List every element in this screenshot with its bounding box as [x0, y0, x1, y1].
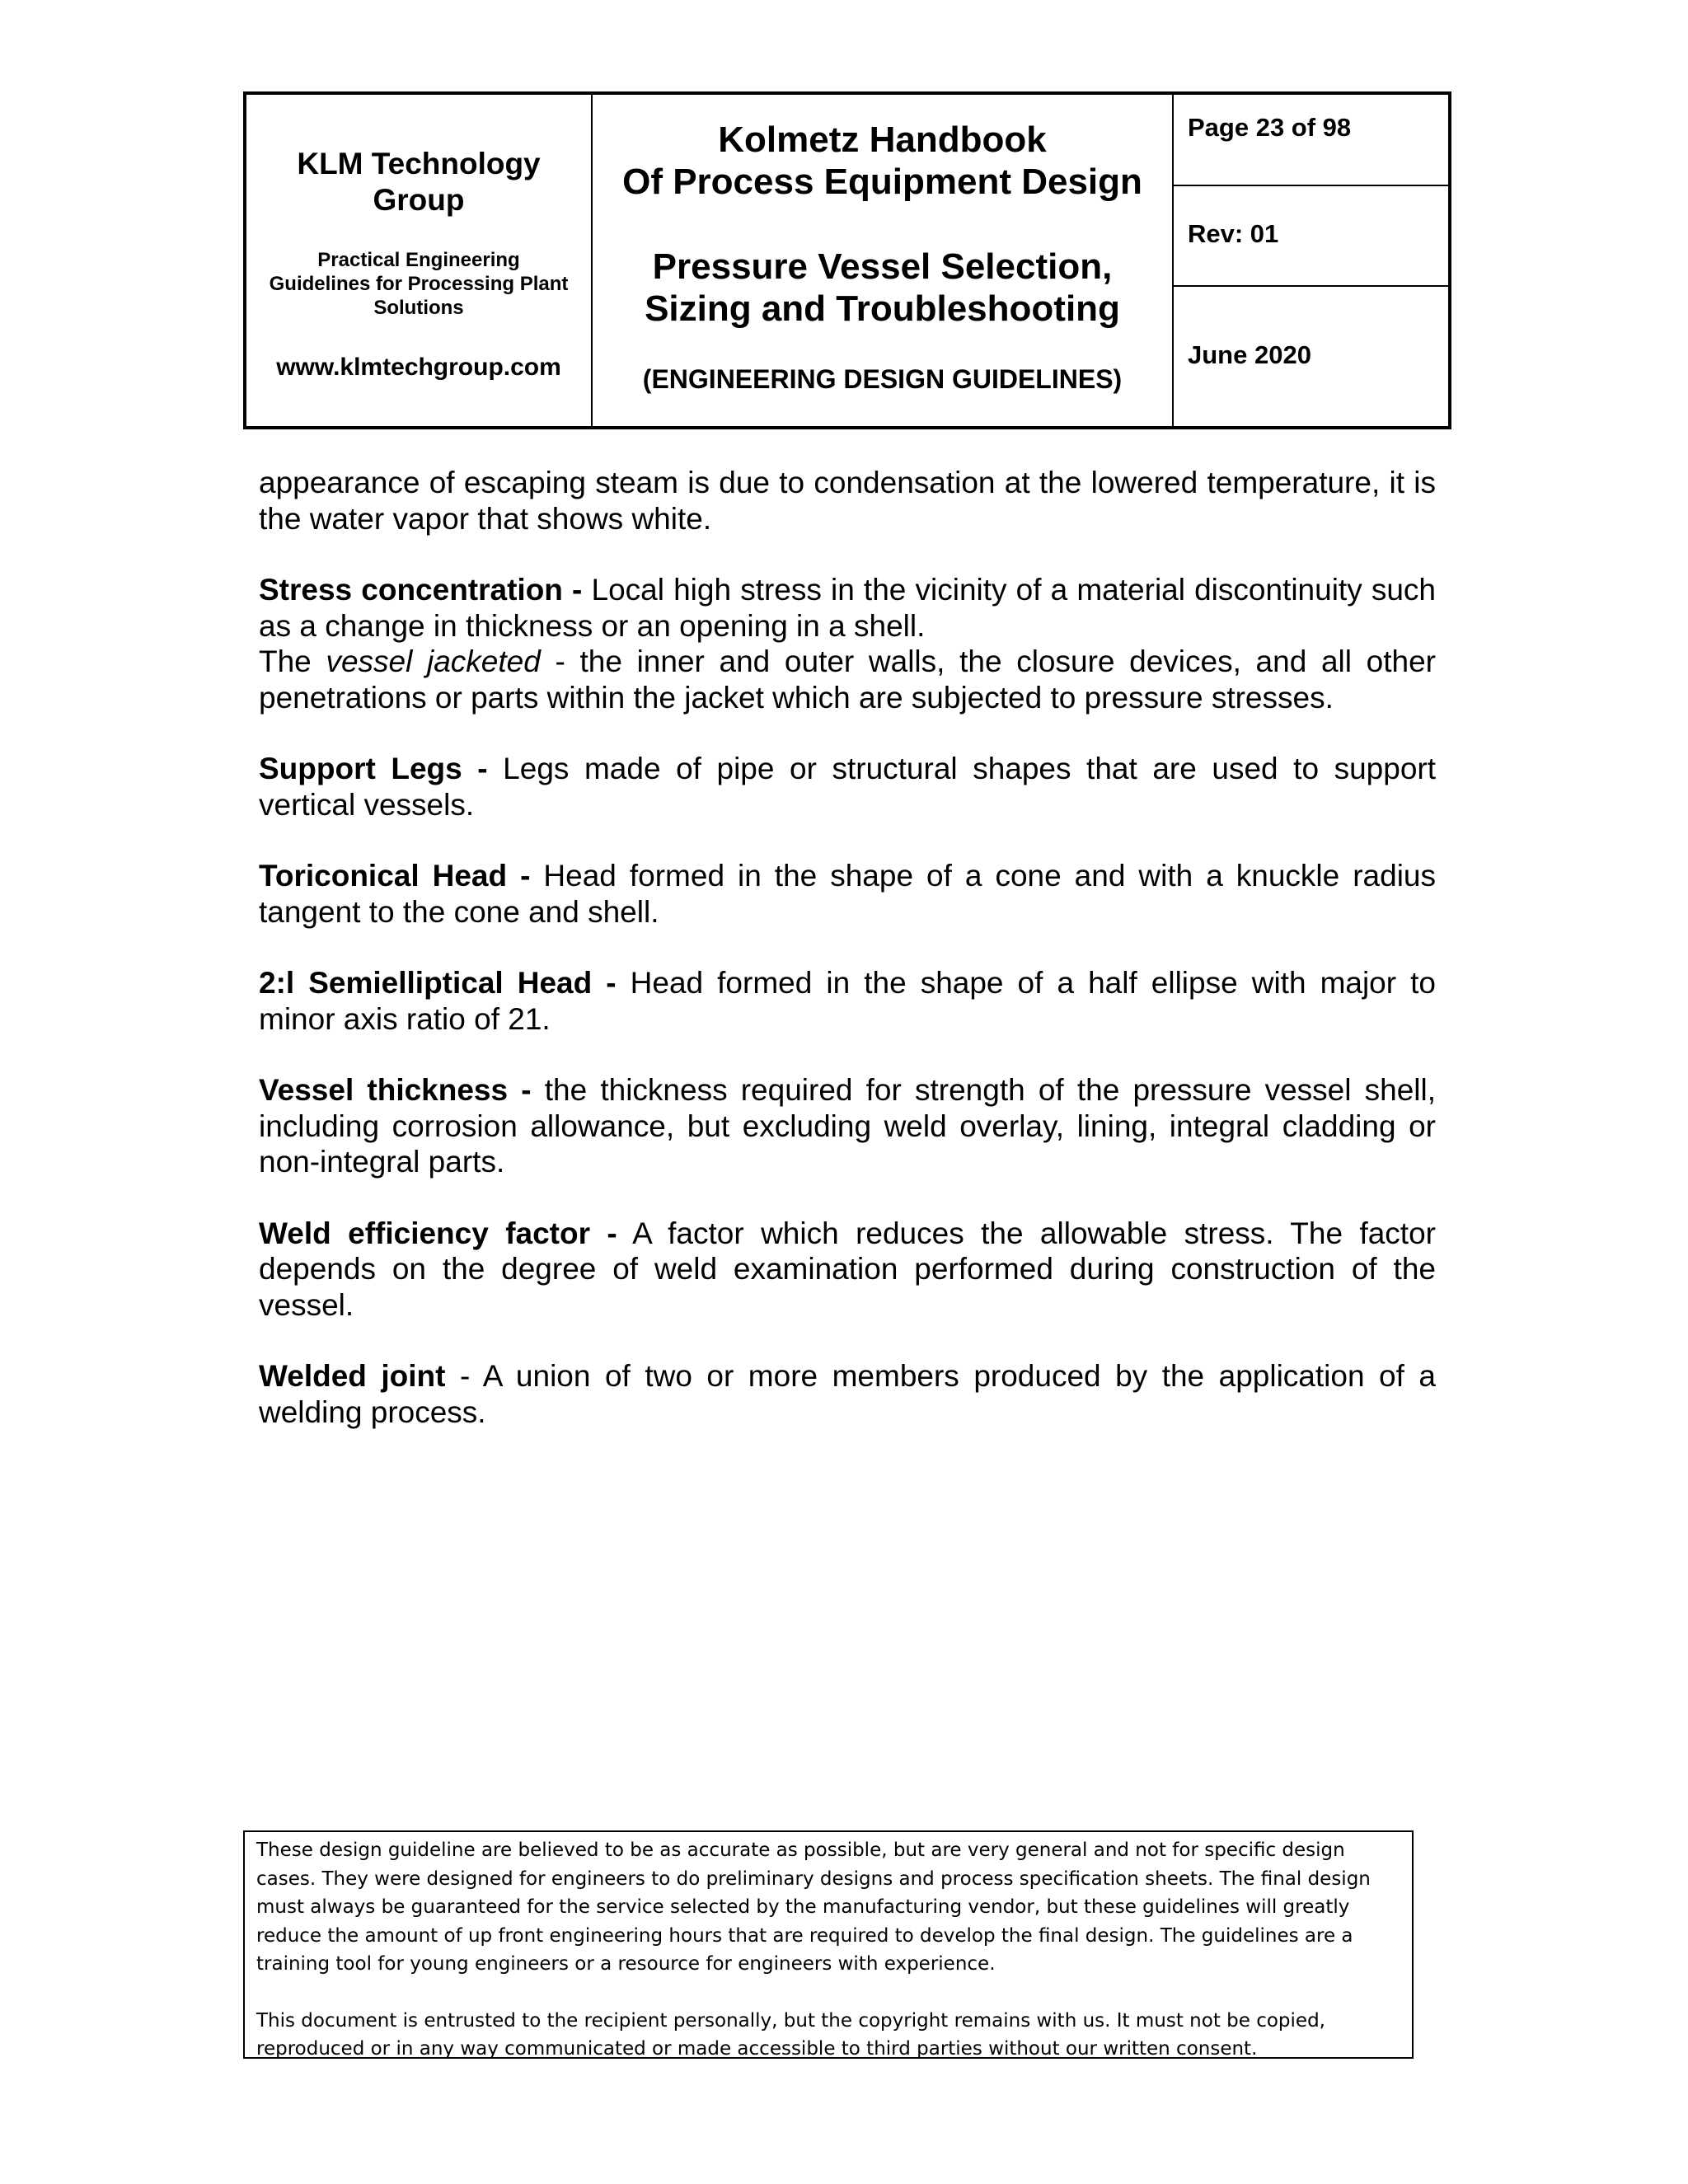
- definition-support-legs: [259, 751, 1436, 823]
- definition-term: 2:l Semielliptical Head -: [259, 966, 617, 1000]
- revision: Rev: 01: [1174, 186, 1448, 287]
- definition-text: - the inner and outer walls, the closure devices, and all other penetrations or parts within the jacket which are subjected to pressure stresses.: [259, 644, 1436, 715]
- page-number: Page 23 of 98: [1174, 95, 1448, 186]
- company-tagline: Practical Engineering Guidelines for Processing Plant Solutions: [269, 249, 569, 319]
- copyright-paragraph: This document is entrusted to the recipient personally, but the copyright remains with us. It must not be copied, reproduced or in any way communicated or made accessible to third parties without our written consent.: [256, 2009, 1325, 2060]
- definition-term: Welded joint: [259, 1359, 446, 1393]
- header-meta-cell: [1174, 95, 1448, 426]
- company-name: KLM Technology Group: [297, 147, 541, 217]
- definition-text: Legs made of pipe or structural shapes that are used to support vertical vessels.: [259, 752, 1436, 822]
- intro-paragraph: appearance of escaping steam is due to condensation at the lowered temperature, it is the water vapor that shows white.: [259, 466, 1436, 536]
- document-body: [259, 465, 1436, 1430]
- document-header: [243, 91, 1451, 429]
- definition-term: Vessel thickness -: [259, 1073, 532, 1107]
- definition-text: - A union of two or more members produced by the application of a welding process.: [259, 1359, 1436, 1429]
- issue-date: June 2020: [1188, 340, 1311, 369]
- footer-disclaimer: [243, 1830, 1414, 2059]
- definition-term: Stress concentration -: [259, 573, 583, 607]
- company-website: www.klmtechgroup.com: [276, 354, 561, 381]
- definition-vessel-thickness: [259, 1072, 1436, 1180]
- definition-welded-joint: [259, 1358, 1436, 1430]
- header-company-cell: [246, 95, 593, 426]
- definition-term: vessel jacketed: [326, 644, 541, 678]
- definition-text: Head formed in the shape of a half ellipse with major to minor axis ratio of 21.: [259, 966, 1436, 1036]
- header-title-cell: [593, 95, 1174, 426]
- definition-text: Local high stress in the vicinity of a material discontinuity such as a change in thickness or an opening in a shell.: [259, 573, 1436, 643]
- definition-stress-concentration: [259, 572, 1436, 644]
- definition-term: Support Legs -: [259, 752, 488, 785]
- document-type: (ENGINEERING DESIGN GUIDELINES): [642, 364, 1123, 394]
- definition-text: Head formed in the shape of a cone and with a knuckle radius tangent to the cone and shell.: [259, 859, 1436, 929]
- definition-term: Toriconical Head -: [259, 859, 531, 893]
- definition-text: A factor which reduces the allowable stress. The factor depends on the degree of weld examination performed during construction of the vessel.: [259, 1216, 1436, 1322]
- disclaimer-paragraph: These design guideline are believed to be as accurate as possible, but are very general and not for specific design cases. They were designed for engineers to do preliminary designs and process specification sheets. The final design must always be guaranteed for the service selected by the manufacturing vendor, but these guidelines will greatly reduce the amount of up front engineering hours that are required to develop the final design. The guidelines are a training tool for young engineers or a resource for engineers with experience.: [256, 1840, 1371, 1975]
- document-title: Pressure Vessel Selection, Sizing and Troubleshooting: [645, 246, 1120, 329]
- definition-term: Weld efficiency factor -: [259, 1216, 617, 1250]
- definition-vessel-jacketed: The vessel jacketed - the inner and outer walls, the closure devices, and all other penetrations or parts within the jacket which are subjected to pressure stresses.: [259, 644, 1436, 715]
- definition-semielliptical-head: [259, 965, 1436, 1037]
- definition-weld-efficiency-factor: [259, 1216, 1436, 1324]
- definition-text: the thickness required for strength of the pressure vessel shell, including corrosion allowance, but excluding weld overlay, lining, integral cladding or non-integral parts.: [259, 1073, 1436, 1179]
- definition-toriconical-head: [259, 858, 1436, 930]
- handbook-title: Kolmetz Handbook Of Process Equipment Design: [622, 120, 1142, 202]
